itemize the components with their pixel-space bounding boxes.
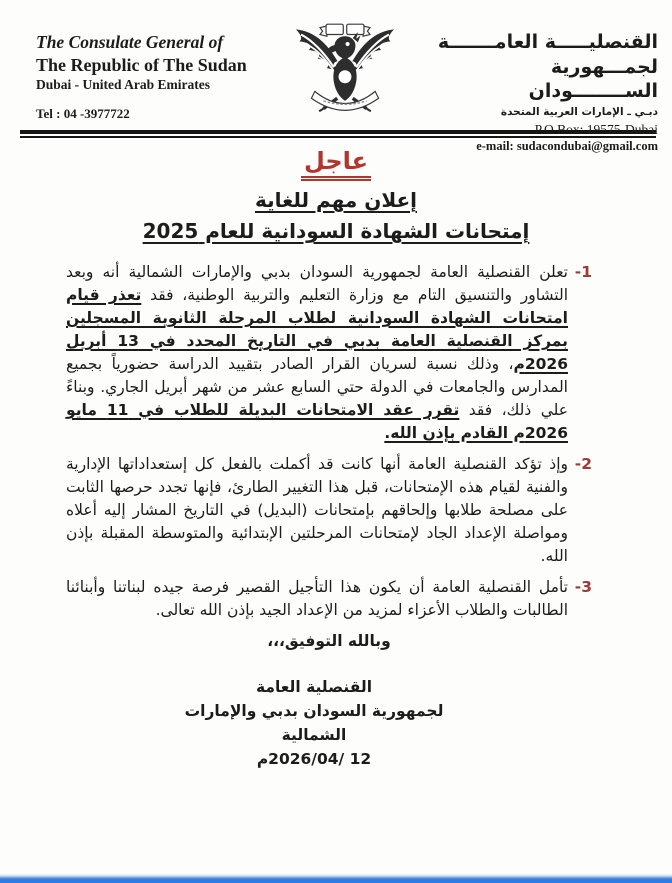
consulate-title-ar: القنصليـــــة العامـــــــة: [437, 31, 658, 53]
urgent-title: عاجل: [301, 147, 371, 181]
letterhead-arabic: [416, 24, 658, 155]
sudan-coat-of-arms-icon: [289, 18, 401, 124]
signature-date: م2026/04/ 12: [256, 750, 372, 768]
letterhead-english: [36, 24, 274, 123]
item-number-1: 1-: [574, 263, 592, 281]
paragraph-2: [66, 453, 592, 568]
announcement-subtitle: إعلان مهم للغاية: [254, 188, 418, 212]
paragraph-1-emphasis-2: تقرر عقد الامتحانات البديلة للطلاب في 11 مايو 2026م القادم بإذن الله.: [66, 401, 568, 442]
item-number-2: 2-: [574, 455, 592, 473]
location-ar: دبـي ـ الإمارات العربية المتحدة: [500, 106, 658, 119]
country-title-ar: لجمـــهورية الســــــــودان: [528, 55, 658, 103]
paragraph-3: [66, 576, 592, 622]
location-en: Dubai - United Arab Emirates: [36, 77, 211, 93]
closing-phrase: وبالله التوفيق،،،: [267, 632, 391, 650]
paragraph-1: [66, 261, 592, 445]
paragraph-2-text: وإذ تؤكد القنصلية العامة أنها كانت قد أكملت بالفعل كل إستعداداتها الإدارية والفنية لقيام هذه الإمتحانات، قبل هذا التغيير الطارئ، فإنها تجدد حرصها الثابت على مصلحة طلابها وإلحاقهم بإمتحانات (البديل) في التاريخ المشار إليه أعلاه ومواصلة الإعداد الجاد لإمتحانات المرحلتين الإبتدائية والمتوسطة المقبلة بإذن الله.: [66, 455, 568, 565]
email-address: e-mail: sudacondubai@gmail.com: [476, 139, 658, 154]
exams-subtitle: إمتحانات الشهادة السودانية للعام 2025: [142, 219, 530, 243]
country-title-en: The Republic of The Sudan: [36, 54, 247, 75]
paragraph-1-text-2: ، وذلك نسبة لسريان القرار الصادر بتقييد الدراسة حضورياً بجميع المدارس والجامعات في الدولة حتي السابع عشر من شهر أبريل الجاري. وبناءً علي ذلك، فقد: [66, 355, 568, 419]
letter-body: [66, 261, 592, 771]
consulate-title-en: The Consulate General of: [36, 32, 224, 52]
paragraph-3-text: تأمل القنصلية العامة أن يكون هذا التأجيل القصير فرصة جيده لبناتنا وأبنائنا الطالبات والطلاب الأعزاء لمزيد من الإعداد الجيد بإذن الله تعالى.: [66, 578, 568, 619]
signature-line-1: القنصلية العامة: [255, 678, 373, 696]
signature-line-2: لجمهورية السودان بدبي والإمارات الشمالية: [184, 702, 444, 744]
telephone-number: Tel : 04 -3977722: [36, 106, 130, 122]
po-box: P.O Box: 19575-Dubai: [534, 121, 658, 137]
letterhead: [0, 0, 672, 154]
paragraph-1-text: تعلن القنصلية العامة لجمهورية السودان بدبي والإمارات الشمالية أنه وبعد التشاور والتنسيق التام مع وزارة التعليم والتربية الوطنية، فقد: [66, 263, 569, 304]
item-number-3: 3-: [574, 578, 592, 596]
signature-block: [164, 675, 464, 771]
paragraph-1-emphasis-1: تعذر قيام امتحانات الشهادة السودانية لطلاب المرحلة الثانوية المسجلين بمركز القنصلية العامة بدبي في التاريخ المحدد في 13 أبريل 2026م: [66, 286, 569, 373]
bottom-blue-bar: [0, 873, 672, 883]
